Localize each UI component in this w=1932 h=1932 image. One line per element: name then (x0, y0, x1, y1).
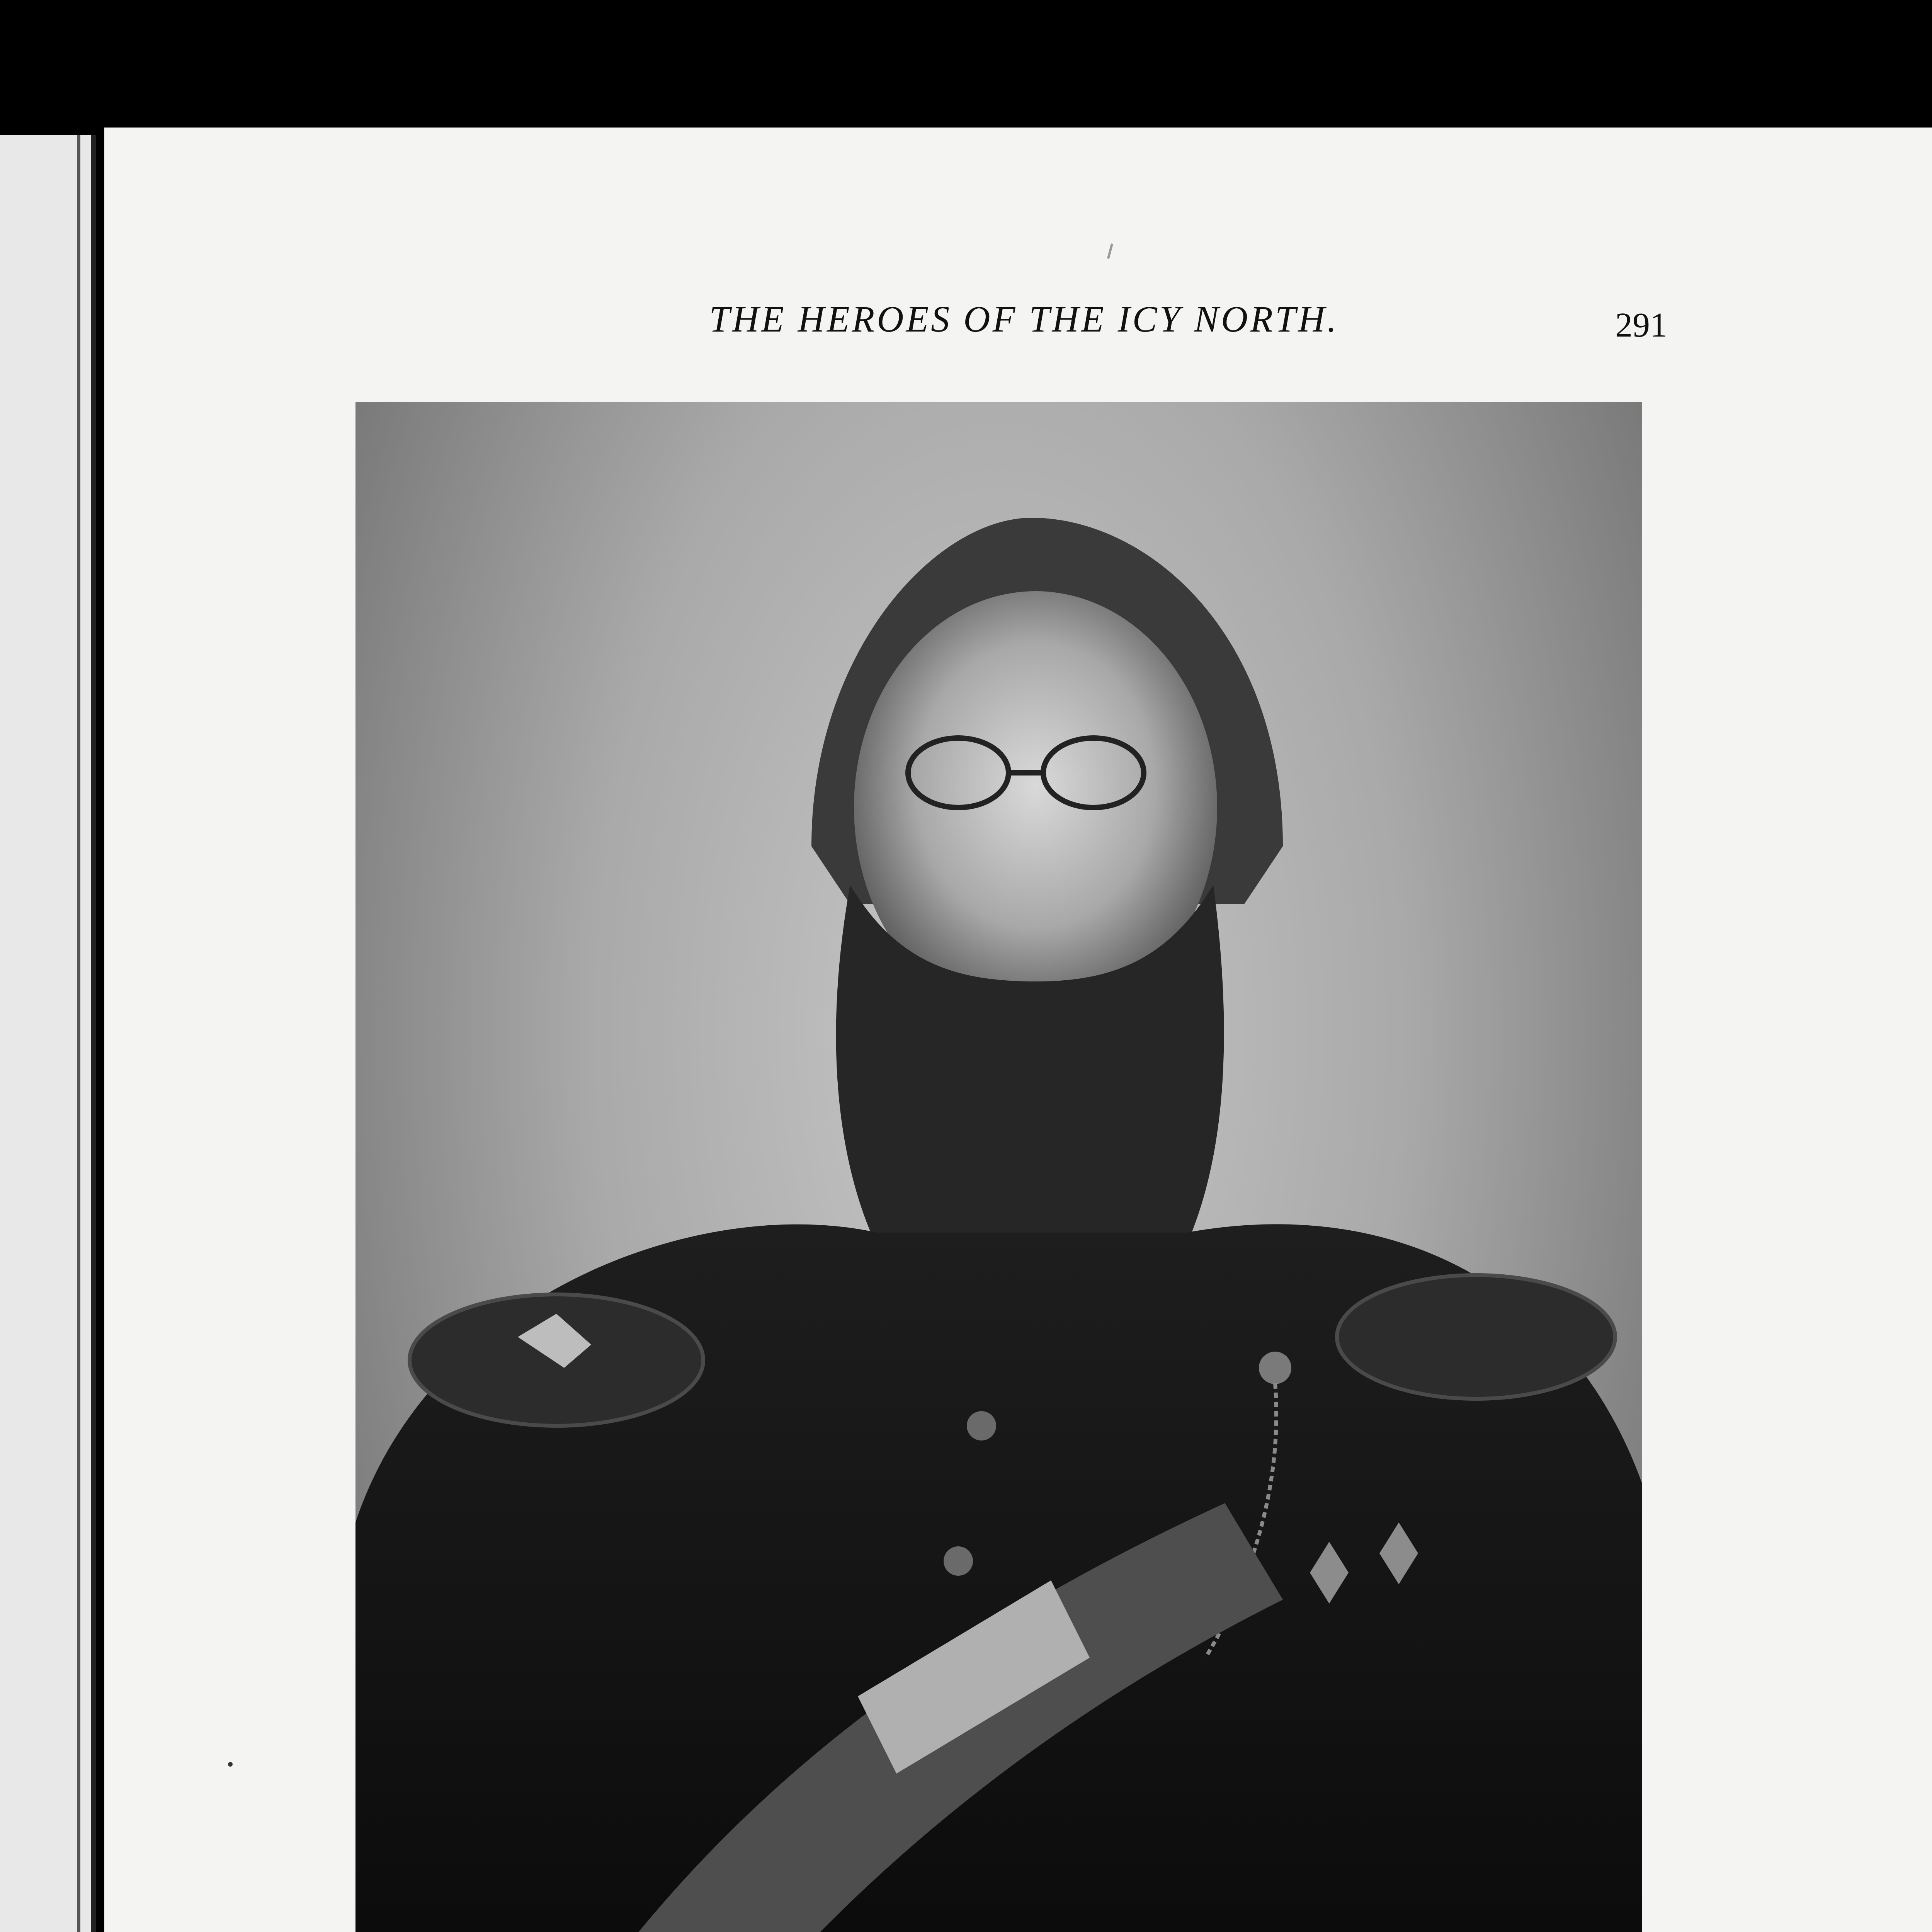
facing-page-edge (0, 135, 96, 1932)
scan-speck (228, 1762, 233, 1767)
page-number: 291 (1615, 306, 1667, 344)
coat-button (944, 1546, 973, 1576)
running-title: THE HEROES OF THE ICY NORTH. (709, 298, 1339, 340)
coat-button (1259, 1352, 1291, 1384)
portrait-illustration (355, 402, 1642, 1932)
binding-gutter-line (77, 135, 80, 1932)
portrait-photograph (355, 402, 1642, 1932)
coat-button (967, 1411, 996, 1440)
epaulette-right (1337, 1275, 1615, 1399)
